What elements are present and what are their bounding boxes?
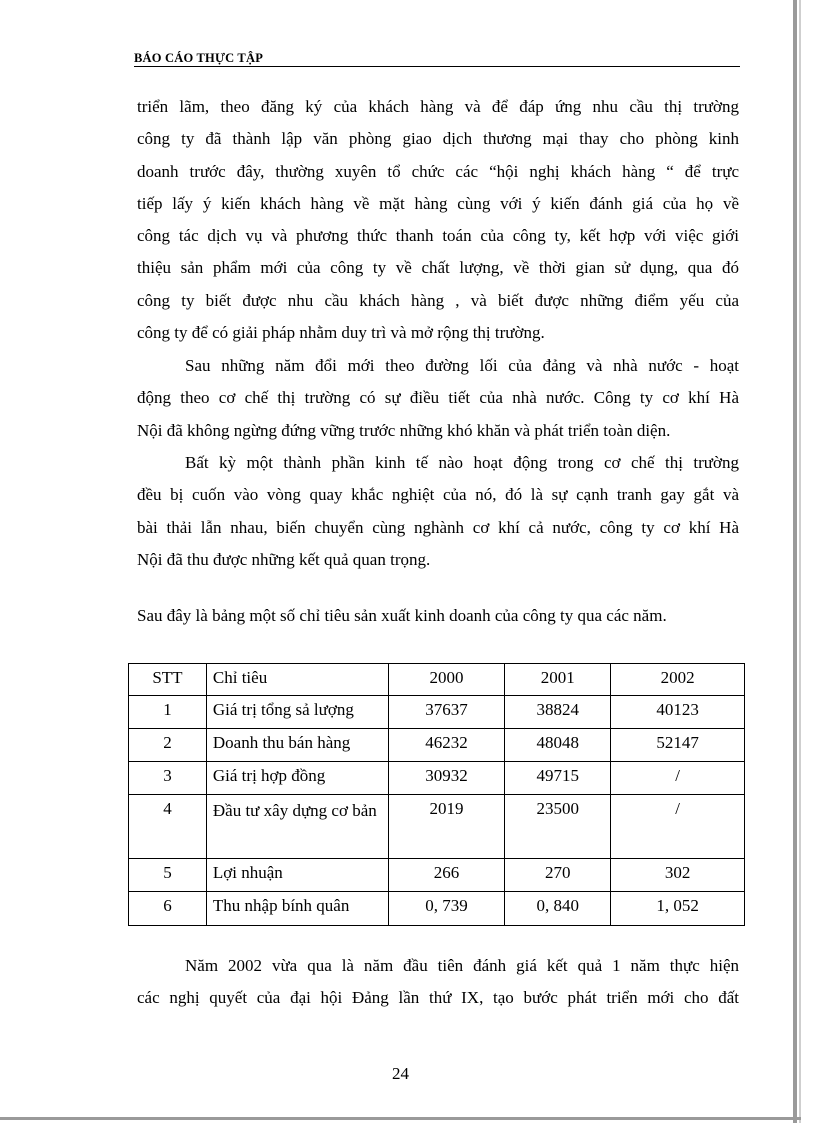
table-row [129, 696, 745, 729]
table-cell: 6 [129, 892, 207, 926]
table-row [129, 892, 745, 926]
table-row [129, 762, 745, 795]
header-cell: 2001 [505, 664, 611, 696]
header-cell: STT [129, 664, 207, 696]
text-line: Năm 2002 vừa qua là năm đầu tiên đánh giá kết quả 1 năm thực hiện [185, 956, 739, 975]
table-cell: 1 [129, 696, 207, 729]
table-cell: Doanh thu bán hàng [206, 729, 388, 762]
text-line: triển lãm, theo đăng ký của khách hàng và để đáp ứng nhu cầu thị trường [137, 97, 739, 116]
text-line: công ty để có giải pháp nhằm duy trì và mở rộng thị trường. [137, 323, 545, 343]
text-line: thiệu sản phẩm mới của công ty về chất lượng, về thời gian sử dụng, qua đó [137, 258, 739, 278]
table-cell: 40123 [611, 696, 745, 729]
text-line: Sau đây là bảng một số chỉ tiêu sản xuất kinh doanh của công ty qua các năm. [137, 606, 667, 625]
table-cell: 1, 052 [611, 892, 745, 926]
text-line: động theo cơ chế thị trường có sự điều tiết của nhà nước. Công ty cơ khí Hà [137, 388, 739, 408]
table-cell: / [611, 795, 745, 859]
text-line: đều bị cuốn vào vòng quay khắc nghiệt của nó, đó là sự cạnh tranh gay gắt và [137, 485, 739, 505]
text-line: bài thải lẫn nhau, biến chuyển cùng nghành cơ khí cả nước, công ty cơ khí Hà [137, 517, 739, 537]
text-line: Nội đã thu được những kết quả quan trọng. [137, 549, 431, 569]
table-cell: 4 [129, 795, 207, 859]
table-cell: 38824 [505, 696, 611, 729]
text-line: Bất kỳ một thành phần kinh tế nào hoạt động trong cơ chế thị trường [185, 453, 739, 472]
text-line: Sau những năm đổi mới theo đường lối của đảng và nhà nước - hoạt [185, 356, 739, 375]
table-row [129, 729, 745, 762]
header-cell: 2000 [388, 664, 505, 696]
table-cell: 0, 840 [505, 892, 611, 926]
table-cell: 2019 [388, 795, 505, 859]
table-cell: 270 [505, 859, 611, 892]
text-line: Nội đã không ngừng đứng vững trước những khó khăn và phát triển toàn diện. [137, 420, 671, 440]
table-cell: Lợi nhuận [206, 859, 388, 892]
text-line: công tác dịch vụ và phương thức thanh toán của công ty, kết hợp với việc giới [137, 226, 739, 246]
table-cell: 37637 [388, 696, 505, 729]
header-cell: Chỉ tiêu [206, 664, 388, 696]
table-cell: / [611, 762, 745, 795]
page-number: 24 [392, 1064, 409, 1083]
table-cell: 0, 739 [388, 892, 505, 926]
page-header [134, 50, 740, 67]
table-cell: 49715 [505, 762, 611, 795]
indicators-table [128, 663, 745, 926]
page-border-right [793, 0, 797, 1123]
header-title: BÁO CÁO THỰC TẬP [134, 51, 264, 65]
paragraph-market [137, 91, 739, 349]
text-line: các nghị quyết của đại hội Đảng lần thứ IX, tạo bước phát triển mới cho đất [137, 988, 739, 1008]
paragraph-competition [137, 447, 739, 576]
table-cell: Đầu tư xây dựng cơ bản [206, 795, 388, 859]
table-cell: 52147 [611, 729, 745, 762]
table-cell: Giá trị tổng sả lượng [206, 696, 388, 729]
text-line: tiếp lấy ý kiến khách hàng về mặt hàng cùng với ý kiến đánh giá của họ về [137, 193, 739, 213]
table-cell: 2 [129, 729, 207, 762]
table-cell: 23500 [505, 795, 611, 859]
text-line: công ty đã thành lập văn phòng giao dịch thương mại thay cho phòng kinh [137, 129, 739, 149]
table-cell: 30932 [388, 762, 505, 795]
table-cell: 46232 [388, 729, 505, 762]
table-intro [137, 600, 739, 632]
table-cell: 48048 [505, 729, 611, 762]
table-cell: 3 [129, 762, 207, 795]
text-line: doanh trước đây, thường xuyên tổ chức các “hội nghị khách hàng “ để trực [137, 161, 739, 181]
paragraph-renovation [137, 350, 739, 447]
table-cell: Giá trị hợp đồng [206, 762, 388, 795]
page-border-right-inner [799, 0, 801, 1123]
paragraph-2002 [137, 950, 739, 1015]
header-cell: 2002 [611, 664, 745, 696]
table-cell: 302 [611, 859, 745, 892]
page-border-bottom [0, 1117, 801, 1120]
table-cell: 5 [129, 859, 207, 892]
table-cell: 266 [388, 859, 505, 892]
text-line: công ty biết được nhu cầu khách hàng , và biết được những điểm yếu của [137, 290, 739, 310]
table-cell: Thu nhập bính quân [206, 892, 388, 926]
table-row [129, 795, 745, 859]
table-header-row [129, 664, 745, 696]
table-row [129, 859, 745, 892]
